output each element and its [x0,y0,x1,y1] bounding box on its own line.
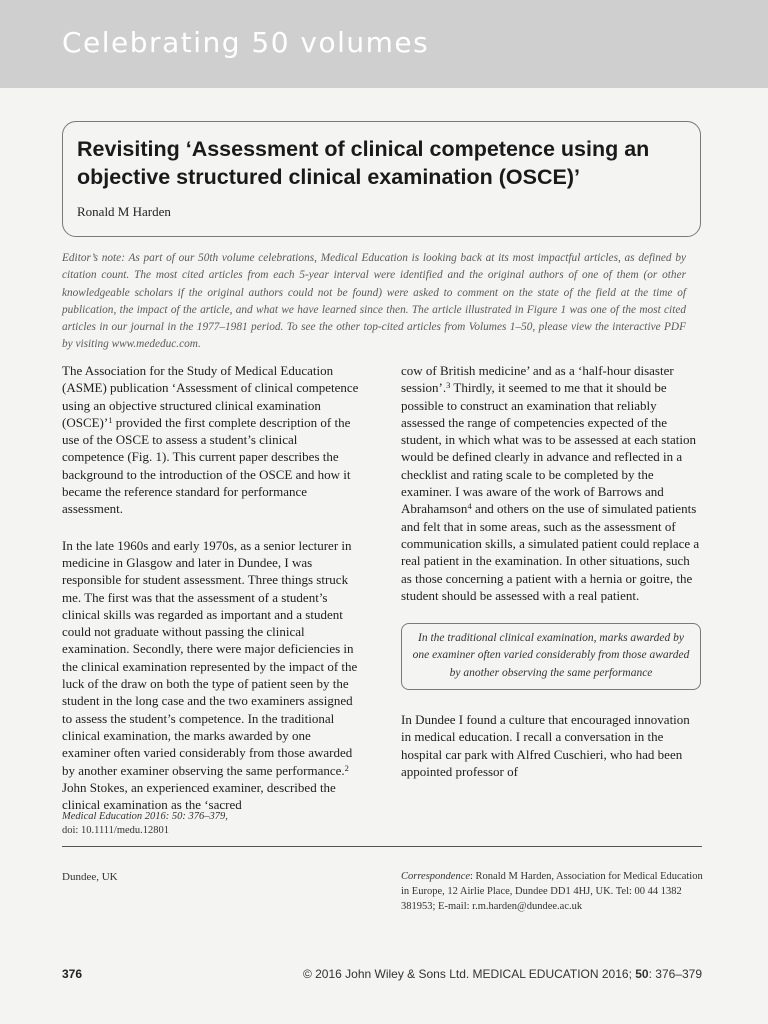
page-range: : 376–379 [648,967,702,981]
reference-marker[interactable]: 3 [446,380,451,391]
reference-marker[interactable]: 4 [467,501,472,512]
doi-link[interactable]: doi: 10.1111/medu.12801 [62,824,170,836]
left-column [62,362,362,813]
correspondence-text: : Ronald M Harden, Association for Medical Education in Europe, 12 Airlie Place, Dundee DD1 4HJ, UK. Tel: 00 44 1382 381953; E-mail: r.m.harden@dundee.ac.uk [401,871,703,912]
banner-title: Celebrating 50 volumes [62,26,430,59]
pull-quote: In the traditional clinical examination, marks awarded by one examiner often varied considerably from those awarded by another observing the same performance [401,623,701,690]
paragraph-4: In Dundee I found a culture that encouraged innovation in medical education. I recall a conversation in the hospital car park with Alfred Cuschieri, who had been appointed professor of [401,712,690,779]
paragraph-1-text-b: provided the first complete description of the use of the OSCE to assess a student’s clinical competence (Fig. 1). This current paper describes the background to the introduction of the OSCE and how it became the reference standard for performance assessment. [62,414,351,517]
paragraph-1-text-a: The Association for the Study of Medical Education (ASME) publication ‘Assessment of clinical competence using an objective structured clinical examination (OSCE)’ [62,363,359,430]
copyright-text: © 2016 John Wiley & Sons Ltd. MEDICAL EDUCATION 2016; [302,967,636,981]
footer-copyright [303,967,702,981]
paragraph-2 [62,537,362,814]
paragraph-2-text-a: In the late 1960s and early 1970s, as a senior lecturer in medicine in Glasgow and later in Dundee, I was responsible for student assessment. Three things struck me. The first was that the assessment of a student’s clinical skills was regarded as important and a student could not graduate without passing the clinical examination. Secondly, there were major deficiencies in the clinical examination represented by the impact of the luck of the draw on both the type of patient seen by the student in the long case and the two examiners assigned to assess the student’s competence. In the traditional clinical examination, the marks awarded by one examiner often varied considerably from those awarded by another examiner observing the same performance. [62,537,358,778]
correspondence-label: Correspondence [401,871,471,882]
page-number: 376 [62,967,83,981]
right-column [401,362,701,780]
header-banner [0,0,768,88]
reference-marker[interactable]: 1 [108,414,113,425]
correspondence [401,869,706,914]
citation-info [62,810,228,837]
paragraph-3-text-a: cow of British medicine’ and as a ‘half-hour disaster session’. [401,363,674,396]
paragraph-3-text-b: Thirdly, it seemed to me that it should be possible to construct an examination that reliably assessed the range of competencies expected of the student, in which what was to be assessed at each station would be defined clearly in advance and reflected in a checklist and rating scale to be completed by the examiner. I was aware of the work of Barrows and Abrahamson [401,380,696,517]
editors-note: Editor’s note: As part of our 50th volume celebrations, Medical Education is looking back at its most impactful articles, as defined by citation count. The most cited articles from each 5-year interval were identified and the original authors of one of them (or other knowledgeable scholars if the original authors could not be found) were asked to comment on the state of the field at the time of publication, the impact of the article, and what we have learned since then. The article illustrated in Figure 1 was one of the most cited articles in our journal in the 1977–1981 period. To see the other top-cited articles from Volumes 1–50, please view the interactive PDF by visiting www.meded​uc.com. [62,252,686,351]
article-title: Revisiting ‘Assessment of clinical competence using an objective structured clinical examination (OSCE)’ [77,137,650,189]
title-box [62,121,701,237]
divider [62,846,702,847]
paragraph-3-text-c: and others on the use of simulated patients and felt that in some areas, such as the assessment of communication skills, a simulated patient could replace a real patient in the examination. In other situations, such as those concerning a patient with a hernia or goitre, the student should be assessed with a real patient. [401,501,700,603]
paragraph-2-text-b: John Stokes, an experienced examiner, described the clinical examination as the ‘sacred [62,779,336,813]
reference-marker[interactable]: 2 [344,762,349,773]
journal-citation: Medical Education 2016: 50: 376–379, [62,811,228,822]
paragraph-3 [401,362,701,604]
paragraph-1 [62,362,362,518]
volume-number: 50 [635,967,649,981]
author-name: Ronald M Harden [77,204,171,219]
affiliation: Dundee, UK [62,871,118,883]
